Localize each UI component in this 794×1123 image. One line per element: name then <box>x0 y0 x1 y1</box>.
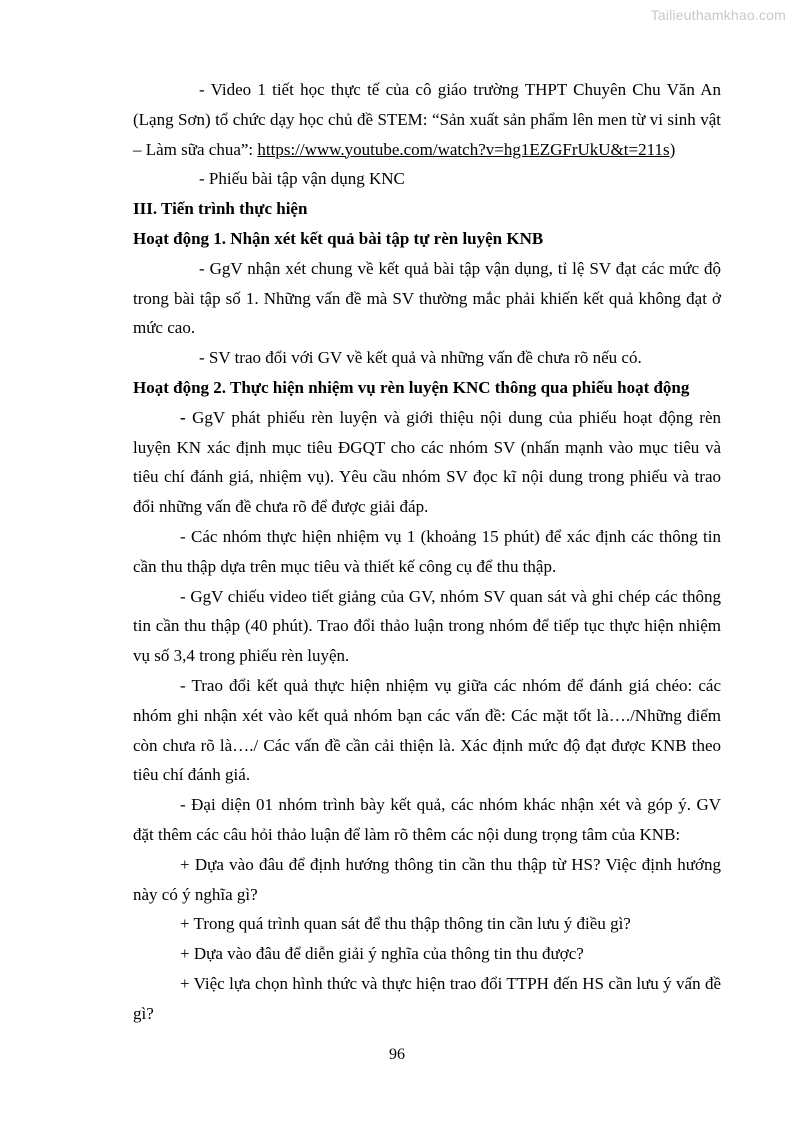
distribute-worksheet-text: GgV phát phiếu rèn luyện và giới thiệu nội dung của phiếu hoạt động rèn luyện KN xác định mục tiêu ĐGQT cho các nhóm SV (nhấn mạnh vào mục tiêu và tiêu chí đánh giá, nhiệm vụ). Yêu cầu nhóm SV đọc kĩ nội dung trong phiếu và trao đổi những vấn đề chưa rõ để được giải đáp. <box>133 407 721 517</box>
watermark: Tailieuthamkhao.com <box>650 7 786 23</box>
question-item: + Dựa vào đâu để định hướng thông tin cần thu thập từ HS? Việc định hướng này có ý nghĩa gì? <box>133 854 721 904</box>
paragraph-student-exchange: - SV trao đổi với GV về kết quả và những vấn đề chưa rõ nếu có. <box>199 348 642 368</box>
paragraph-teacher-review: - GgV nhận xét chung về kết quả bài tập vận dụng, tỉ lệ SV đạt các mức độ trong bài tập số 1. Những vấn đề mà SV thường mắc phải khiến kết quả không đạt ở mức cao. <box>133 258 721 338</box>
question-item: + Việc lựa chọn hình thức và thực hiện trao đổi TTPH đến HS cần lưu ý vấn đề gì? <box>133 973 721 1023</box>
paragraph-task-1: - Các nhóm thực hiện nhiệm vụ 1 (khoảng 15 phút) để xác định các thông tin cần thu thập dựa trên mục tiêu và thiết kế công cụ để thu thập. <box>133 526 721 576</box>
video-resource-text: - Video 1 tiết học thực tế của cô giáo trường THPT Chuyên Chu Văn An (Lạng Sơn) tổ chức dạy học chủ đề STEM: “Sản xuất sản phẩm lên men từ vi sinh vật – Làm sữa chua”: <box>133 80 721 159</box>
document-body <box>133 75 721 1029</box>
paragraph-group-presentation: - Đại diện 01 nhóm trình bày kết quả, các nhóm khác nhận xét và góp ý. GV đặt thêm các câu hỏi thảo luận để làm rõ thêm các nội dung trọng tâm của KNB: <box>133 795 721 844</box>
question-item: + Dựa vào đâu để diễn giải ý nghĩa của thông tin thu được? <box>180 944 584 964</box>
paragraph-distribute-worksheet <box>133 403 721 522</box>
paragraph-worksheet: - Phiếu bài tập vận dụng KNC <box>199 169 405 189</box>
activity-2-heading: Hoạt động 2. Thực hiện nhiệm vụ rèn luyện KNC thông qua phiếu hoạt động <box>133 377 690 397</box>
activity-1-heading: Hoạt động 1. Nhận xét kết quả bài tập tự rèn luyện KNB <box>133 228 544 248</box>
page-number: 96 <box>389 1046 405 1063</box>
youtube-link[interactable]: https://www.youtube.com/watch?v=hg1EZGFrUkU&t=211s <box>257 139 670 159</box>
section-heading: III. Tiến trình thực hiện <box>133 199 308 219</box>
paragraph-peer-review: - Trao đổi kết quả thực hiện nhiệm vụ giữa các nhóm để đánh giá chéo: các nhóm ghi nhận xét vào kết quả nhóm bạn các vấn đề: Các mặt tốt là…./Những điểm còn chưa rõ là…./ Các vấn đề cần cải thiện là. Xác định mức độ đạt được KNB theo tiêu chí đánh giá. <box>133 675 721 785</box>
paragraph-video-resource <box>133 75 721 164</box>
video-resource-close: ) <box>669 139 676 159</box>
bold-dash: - <box>180 407 186 427</box>
question-item: + Trong quá trình quan sát để thu thập thông tin cần lưu ý điều gì? <box>180 914 631 934</box>
paragraph-video-observation: - GgV chiếu video tiết giảng của GV, nhóm SV quan sát và ghi chép các thông tin cần thu thập (40 phút). Trao đổi thảo luận trong nhóm để tiếp tục thực hiện nhiệm vụ số 3,4 trong phiếu rèn luyện. <box>133 586 721 666</box>
